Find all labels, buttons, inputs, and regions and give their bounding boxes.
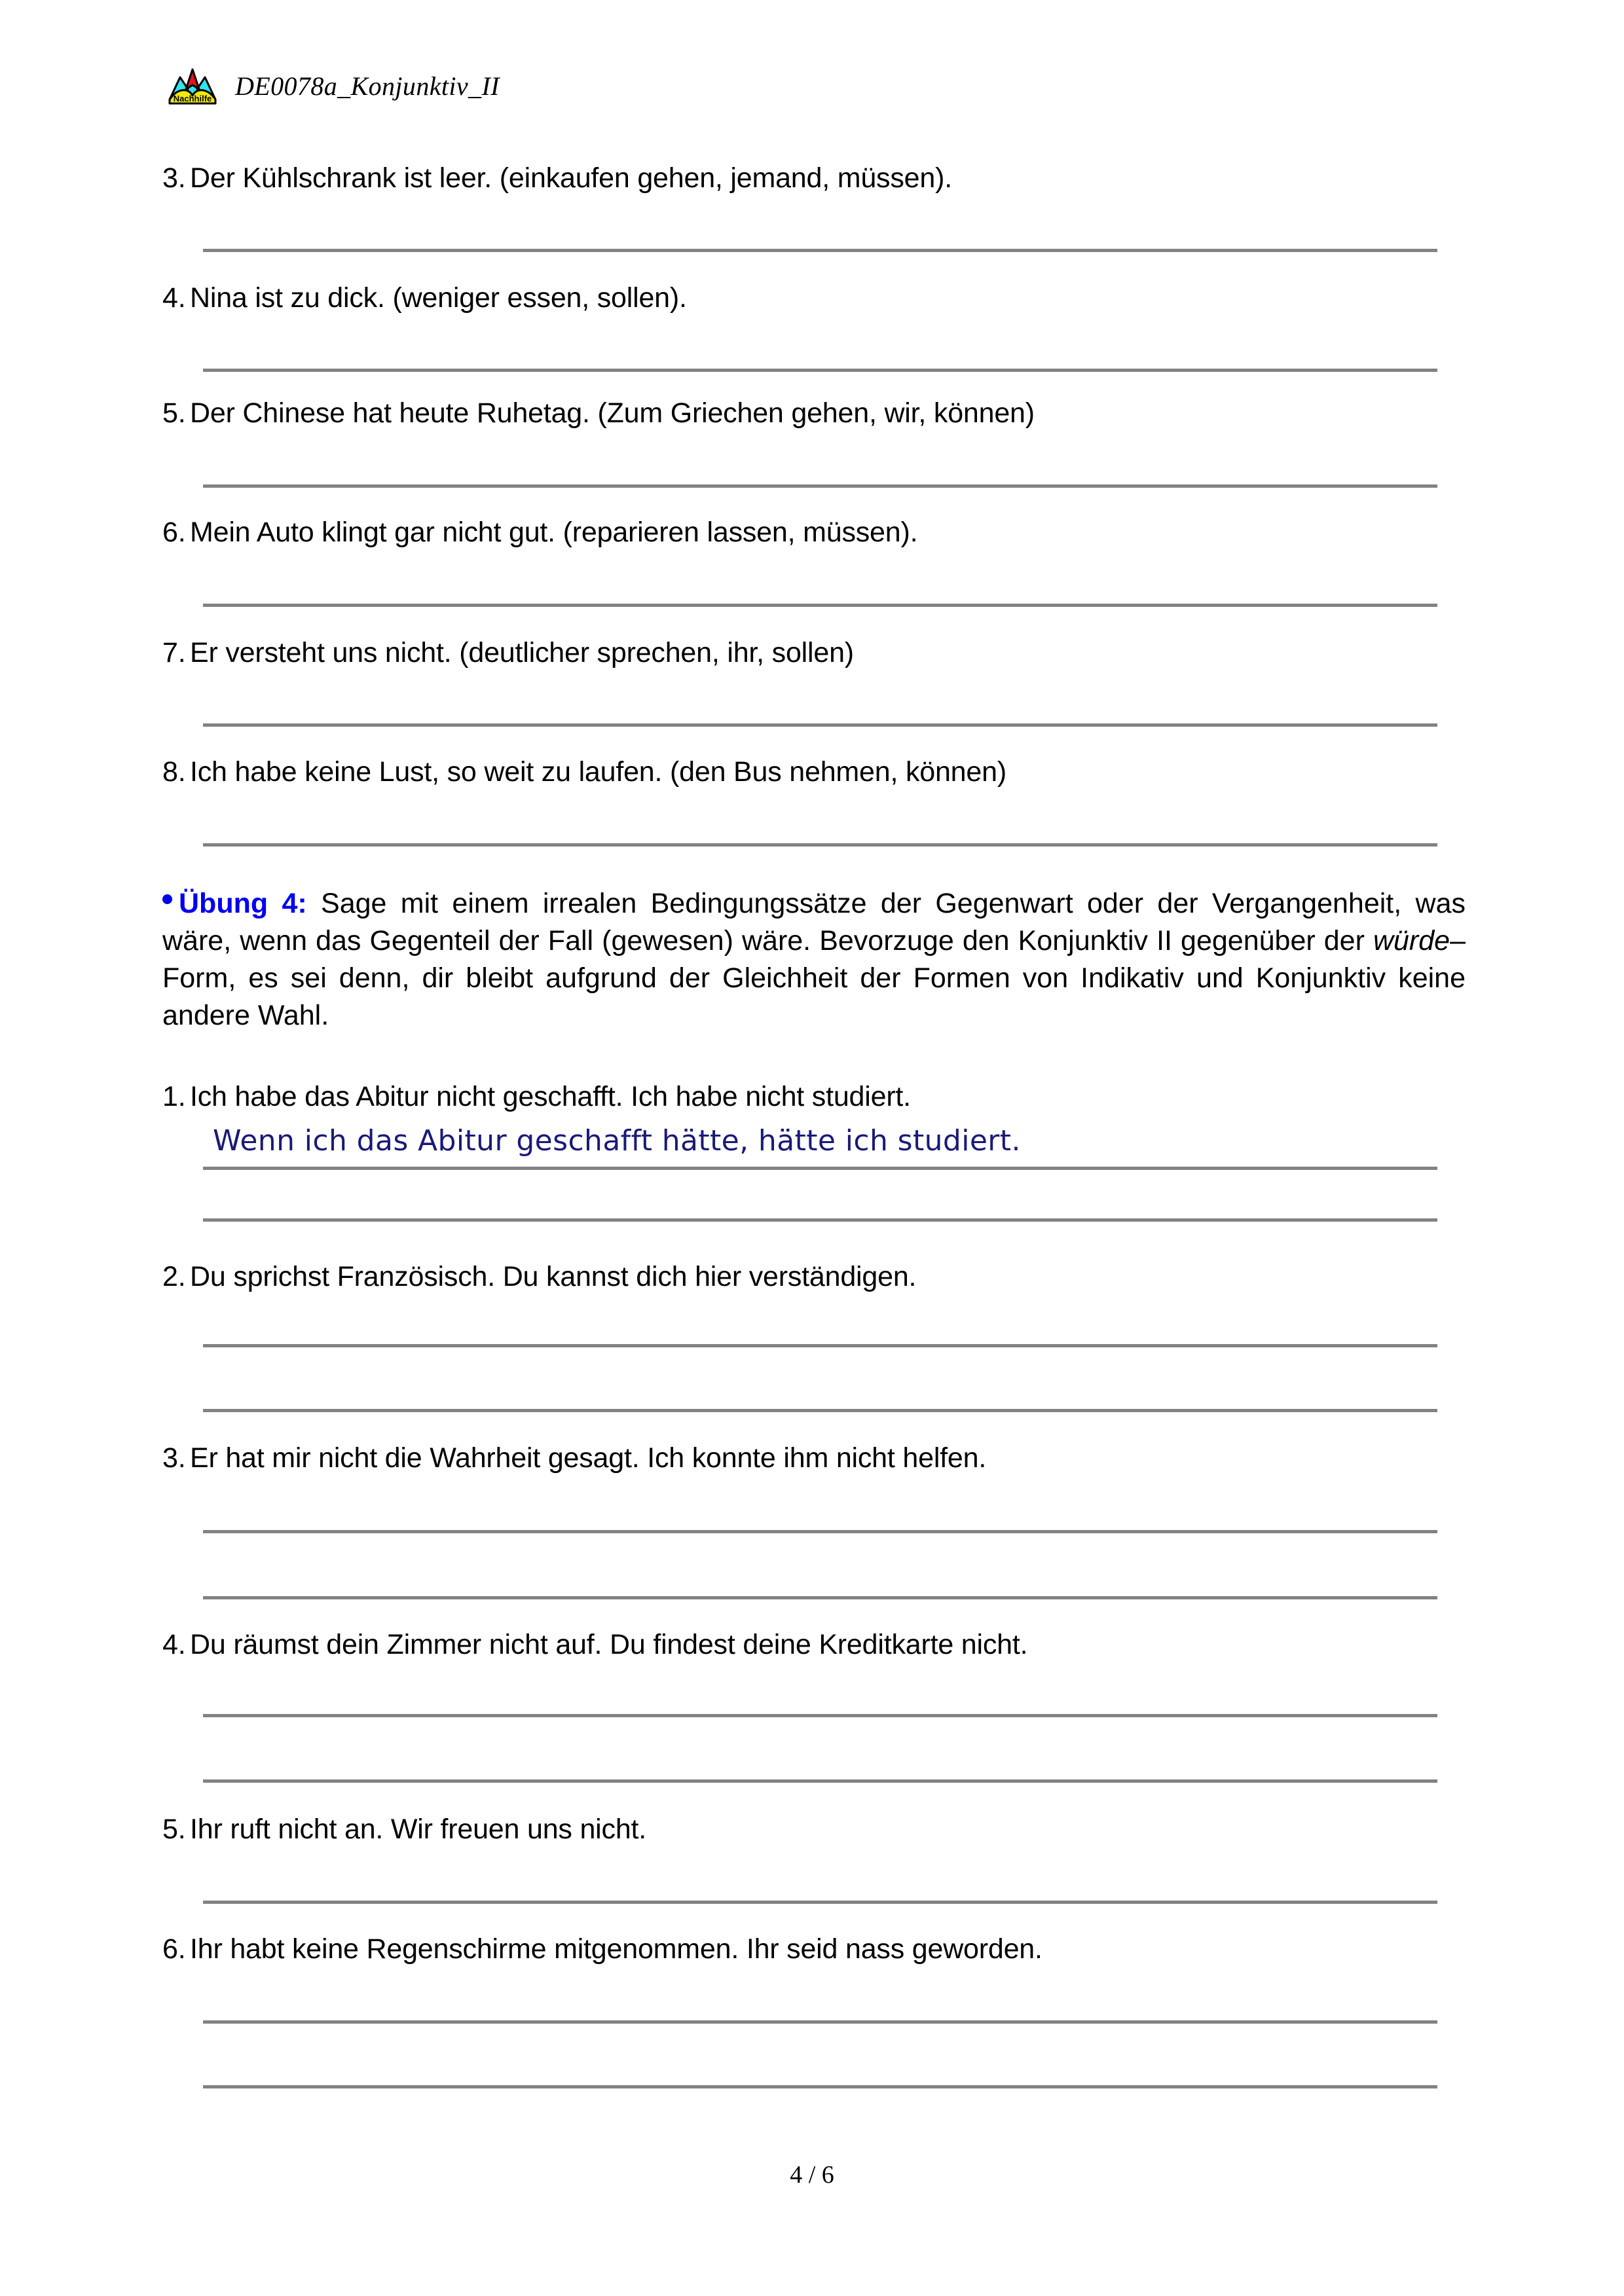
answer-line[interactable] (203, 369, 1437, 372)
bullet-icon (162, 894, 172, 904)
answer-line[interactable] (203, 249, 1437, 252)
answer-line[interactable] (203, 723, 1437, 727)
question-number: 3. (162, 1442, 186, 1474)
answer-line[interactable] (203, 1714, 1437, 1717)
answer-line[interactable] (203, 1779, 1437, 1783)
instruction-italic-term: würde (1373, 925, 1450, 957)
question-number: 6. (162, 1933, 186, 1965)
answer-line[interactable] (203, 2085, 1437, 2088)
question-body: Du sprichst Französisch. Du kannst dich hier verständigen. (190, 1261, 917, 1292)
question-item-5 (162, 395, 1466, 431)
answer-line[interactable] (203, 1530, 1437, 1533)
question-body: Mein Auto klingt gar nicht gut. (reparieren lassen, müssen). (190, 517, 918, 548)
document-code: DE0078a_Konjunktiv_II (235, 71, 500, 101)
exercise4-item-3 (162, 1440, 1466, 1476)
question-body: Du räumst dein Zimmer nicht auf. Du findest deine Kreditkarte nicht. (190, 1629, 1028, 1660)
answer-line[interactable] (203, 2020, 1437, 2024)
question-body: Er hat mir nicht die Wahrheit gesagt. Ich konnte ihm nicht helfen. (190, 1442, 987, 1474)
question-item-6 (162, 515, 1466, 550)
question-text (162, 754, 1466, 790)
question-number: 5. (162, 397, 186, 429)
answer-line[interactable] (203, 1409, 1437, 1412)
question-body: Ich habe das Abitur nicht geschafft. Ich habe nicht studiert. (190, 1081, 911, 1112)
question-number: 7. (162, 637, 186, 668)
question-text (162, 1931, 1466, 1967)
svg-text:Nachhilfe: Nachhilfe (173, 94, 212, 103)
question-body: Der Chinese hat heute Ruhetag. (Zum Griechen gehen, wir, können) (190, 397, 1035, 429)
answer-line[interactable] (203, 1596, 1437, 1599)
question-number: 2. (162, 1261, 186, 1292)
question-body: Er versteht uns nicht. (deutlicher sprechen, ihr, sollen) (190, 637, 854, 668)
exercise-4-instruction (162, 885, 1466, 1034)
question-text (162, 1440, 1466, 1476)
question-item-3 (162, 160, 1466, 196)
exercise4-item-2 (162, 1259, 1466, 1294)
answer-line[interactable] (203, 843, 1437, 847)
question-number: 4. (162, 1629, 186, 1660)
exercise-4-block (162, 885, 1466, 1034)
question-body: Ich habe keine Lust, so weit zu laufen. (den Bus nehmen, können) (190, 756, 1006, 788)
question-text (162, 1627, 1466, 1662)
question-text (162, 635, 1466, 670)
answer-line[interactable] (203, 1218, 1437, 1222)
exercise-4-label: Übung 4: (179, 888, 307, 919)
page-footer (0, 2160, 1624, 2189)
answer-line[interactable] (203, 1167, 1437, 1170)
question-body: Nina ist zu dick. (weniger essen, sollen). (190, 282, 687, 314)
exercise4-item-1 (162, 1079, 1466, 1114)
exercise4-item-4 (162, 1627, 1466, 1662)
question-number: 4. (162, 282, 186, 314)
question-item-8 (162, 754, 1466, 790)
answer-line[interactable] (203, 484, 1437, 488)
question-body: Ihr habt keine Regenschirme mitgenommen. Ihr seid nass geworden. (190, 1933, 1043, 1965)
page-indicator: 4 / 6 (790, 2161, 834, 2189)
answer-line[interactable] (203, 604, 1437, 607)
question-body: Der Kühlschrank ist leer. (einkaufen gehen, jemand, müssen). (190, 162, 952, 194)
answer-line[interactable] (203, 1344, 1437, 1347)
question-text (162, 1259, 1466, 1294)
question-number: 8. (162, 756, 186, 788)
page-header (167, 65, 500, 106)
question-number: 3. (162, 162, 186, 194)
exercise4-item-5 (162, 1812, 1466, 1847)
question-text (162, 395, 1466, 431)
answer-line[interactable] (203, 1901, 1437, 1904)
handwritten-answer: Wenn ich das Abitur geschafft hätte, hätte ich studiert. (213, 1124, 1021, 1157)
question-text (162, 515, 1466, 550)
question-number: 6. (162, 517, 186, 548)
question-item-7 (162, 635, 1466, 670)
question-text (162, 1079, 1466, 1114)
instruction-part-2: –Form, es sei denn, dir bleibt aufgrund der Gleichheit der Formen von Indikativ und Konjunktiv keine andere Wahl. (162, 925, 1466, 1031)
question-text (162, 1812, 1466, 1847)
question-item-4 (162, 280, 1466, 316)
nachhilfe-logo-icon (167, 65, 218, 106)
question-text (162, 160, 1466, 196)
exercise4-item-6 (162, 1931, 1466, 1967)
question-body: Ihr ruft nicht an. Wir freuen uns nicht. (190, 1813, 647, 1845)
question-number: 5. (162, 1813, 186, 1845)
question-number: 1. (162, 1081, 186, 1112)
instruction-part-1: Sage mit einem irrealen Bedingungssätze der Gegenwart oder der Vergangenheit, was wäre, wenn das Gegenteil der Fall (gewesen) wäre. Bevorzuge den Konjunktiv II gegenüber der (162, 888, 1466, 957)
question-text (162, 280, 1466, 316)
